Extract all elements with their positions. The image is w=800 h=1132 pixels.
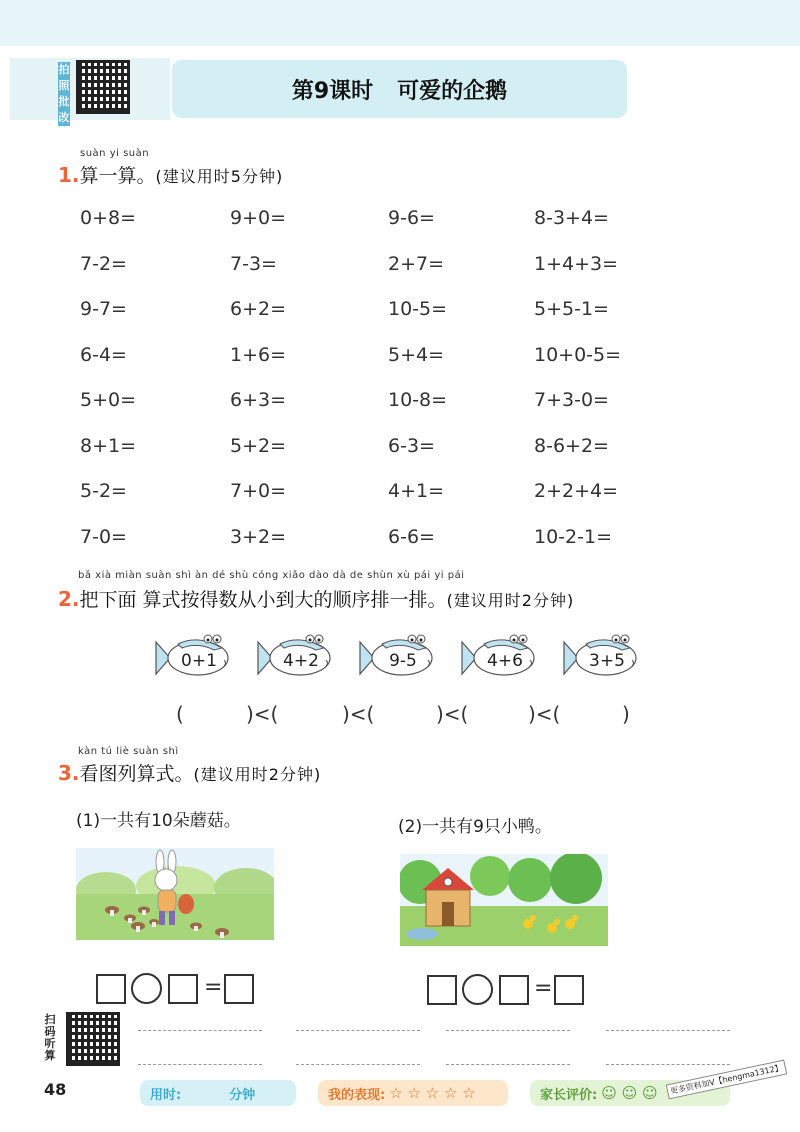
answer-paren: ) <box>622 702 630 726</box>
equation: 1+4+3= <box>534 253 619 275</box>
q3-heading <box>58 759 321 786</box>
writing-line[interactable] <box>446 1030 570 1031</box>
equation: 7+3-0= <box>534 389 609 411</box>
fish-icon <box>562 630 648 686</box>
equation: 5+2= <box>230 435 287 457</box>
equation: 5+4= <box>388 344 445 366</box>
answer-box[interactable] <box>554 975 584 1005</box>
fish-equation: 4+6 <box>487 651 523 671</box>
q1-heading <box>58 161 283 188</box>
writing-line[interactable] <box>446 1064 570 1065</box>
scan-listen-label <box>44 1014 56 1062</box>
answer-paren: )<( <box>528 702 561 726</box>
fish-equation: 4+2 <box>283 651 319 671</box>
equals-sign: = <box>204 975 223 1000</box>
equals-sign: = <box>534 976 553 1001</box>
scan-label-char: 算 <box>44 1049 56 1062</box>
lesson-title: 可爱的企鹅 <box>397 78 508 104</box>
equation: 2+7= <box>388 253 445 275</box>
equation: 7-3= <box>230 253 277 275</box>
fish-icon <box>358 630 444 686</box>
q2-text: 把下面 算式按得数从小到大的顺序排一排。 <box>79 589 447 611</box>
equation: 6-3= <box>388 435 435 457</box>
page-title <box>292 74 507 105</box>
q2-number: 2. <box>58 587 80 611</box>
equation: 10+0-5= <box>534 344 622 366</box>
star-rating-icon[interactable]: ☆ ☆ ☆ ☆ ☆ <box>389 1084 476 1102</box>
equation: 6-4= <box>80 344 127 366</box>
title-bar <box>172 60 627 118</box>
equation: 4+1= <box>388 480 445 502</box>
photo-grading-label <box>58 62 70 126</box>
q2-heading <box>58 585 574 612</box>
fish-equation: 3+5 <box>589 651 625 671</box>
scan-label-char: 扫 <box>44 1013 56 1026</box>
fish-equation: 9-5 <box>389 651 417 671</box>
time-label: 用时: <box>150 1087 182 1103</box>
q1-pinyin: suàn yi suàn <box>80 148 150 159</box>
writing-line[interactable] <box>138 1064 262 1065</box>
watermark-sticker: 更多资料加V【hengma1312】 <box>666 1060 787 1100</box>
top-band <box>0 0 800 46</box>
parent-review-label: 家长评价: <box>540 1087 598 1103</box>
answer-paren: )<( <box>342 702 375 726</box>
mushroom-rabbit-picture <box>76 848 274 940</box>
fish-icon <box>460 630 546 686</box>
answer-box[interactable] <box>224 974 254 1004</box>
equation: 10-2-1= <box>534 526 612 548</box>
q3-part1-label: (1)一共有10朵蘑菇。 <box>76 811 241 831</box>
equation: 7+0= <box>230 480 287 502</box>
q2-pinyin: bǎ xià miàn suàn shì àn dé shù cóng xiǎo dào dà de shùn xù pái yi pái <box>78 570 465 581</box>
side-label-char: 改 <box>58 111 70 124</box>
equation: 7-2= <box>80 253 127 275</box>
operator-circle[interactable] <box>462 974 493 1005</box>
q3-time-note: (建议用时2分钟) <box>193 765 322 784</box>
q2-time-note: (建议用时2分钟) <box>446 591 575 610</box>
q3-part2-label: (2)一共有9只小鸭。 <box>398 817 552 837</box>
equation: 6-6= <box>388 526 435 548</box>
lesson-number: 第9课时 <box>291 78 374 104</box>
writing-line[interactable] <box>296 1030 420 1031</box>
equation: 9+0= <box>230 207 287 229</box>
time-box <box>140 1080 296 1106</box>
equation: 10-8= <box>388 389 448 411</box>
answer-paren: )<( <box>436 702 469 726</box>
equation: 8+1= <box>80 435 137 457</box>
equation: 3+2= <box>230 526 287 548</box>
q3-text: 看图列算式。 <box>79 763 194 785</box>
equation: 7-0= <box>80 526 127 548</box>
equation: 6+3= <box>230 389 287 411</box>
equation: 2+2+4= <box>534 480 619 502</box>
equation: 6+2= <box>230 298 287 320</box>
equation: 5+0= <box>80 389 137 411</box>
writing-line[interactable] <box>606 1064 730 1065</box>
equation: 0+8= <box>80 207 137 229</box>
equation: 9-7= <box>80 298 127 320</box>
qr-code-icon[interactable] <box>76 60 130 114</box>
writing-line[interactable] <box>138 1030 262 1031</box>
page-number: 48 <box>44 1080 67 1099</box>
answer-box[interactable] <box>427 975 457 1005</box>
fish-icon <box>154 630 240 686</box>
q1-time-note: (建议用时5分钟) <box>155 167 284 186</box>
equation: 8-6+2= <box>534 435 609 457</box>
q3-number: 3. <box>58 761 80 785</box>
answer-box[interactable] <box>96 974 126 1004</box>
fish-equation: 0+1 <box>181 651 217 671</box>
answer-box[interactable] <box>499 975 529 1005</box>
fish-icon <box>256 630 342 686</box>
house-ducks-picture <box>400 854 608 946</box>
scan-label-char: 听 <box>44 1037 56 1050</box>
qr-code-icon[interactable] <box>66 1012 120 1066</box>
q3-pinyin: kàn tú liè suàn shì <box>78 746 179 757</box>
smiley-rating-icon[interactable]: ☺ ☺ ☺ <box>601 1084 658 1102</box>
equation: 5-2= <box>80 480 127 502</box>
q1-number: 1. <box>58 163 80 187</box>
answer-paren: ( <box>176 702 184 726</box>
writing-line[interactable] <box>296 1064 420 1065</box>
equation: 5+5-1= <box>534 298 609 320</box>
answer-box[interactable] <box>168 974 198 1004</box>
side-label-char: 照 <box>58 79 70 92</box>
performance-box <box>318 1080 508 1106</box>
equation: 8-3+4= <box>534 207 609 229</box>
answer-paren: )<( <box>246 702 279 726</box>
equation: 9-6= <box>388 207 435 229</box>
operator-circle[interactable] <box>131 973 162 1004</box>
writing-line[interactable] <box>606 1030 730 1031</box>
equation: 10-5= <box>388 298 448 320</box>
time-unit: 分钟 <box>229 1087 256 1103</box>
side-label-char: 拍 <box>58 63 70 76</box>
scan-label-char: 码 <box>44 1025 56 1038</box>
q1-text: 算一算。 <box>79 165 156 187</box>
equation: 1+6= <box>230 344 287 366</box>
side-label-char: 批 <box>58 95 70 108</box>
performance-label: 我的表现: <box>328 1087 386 1103</box>
